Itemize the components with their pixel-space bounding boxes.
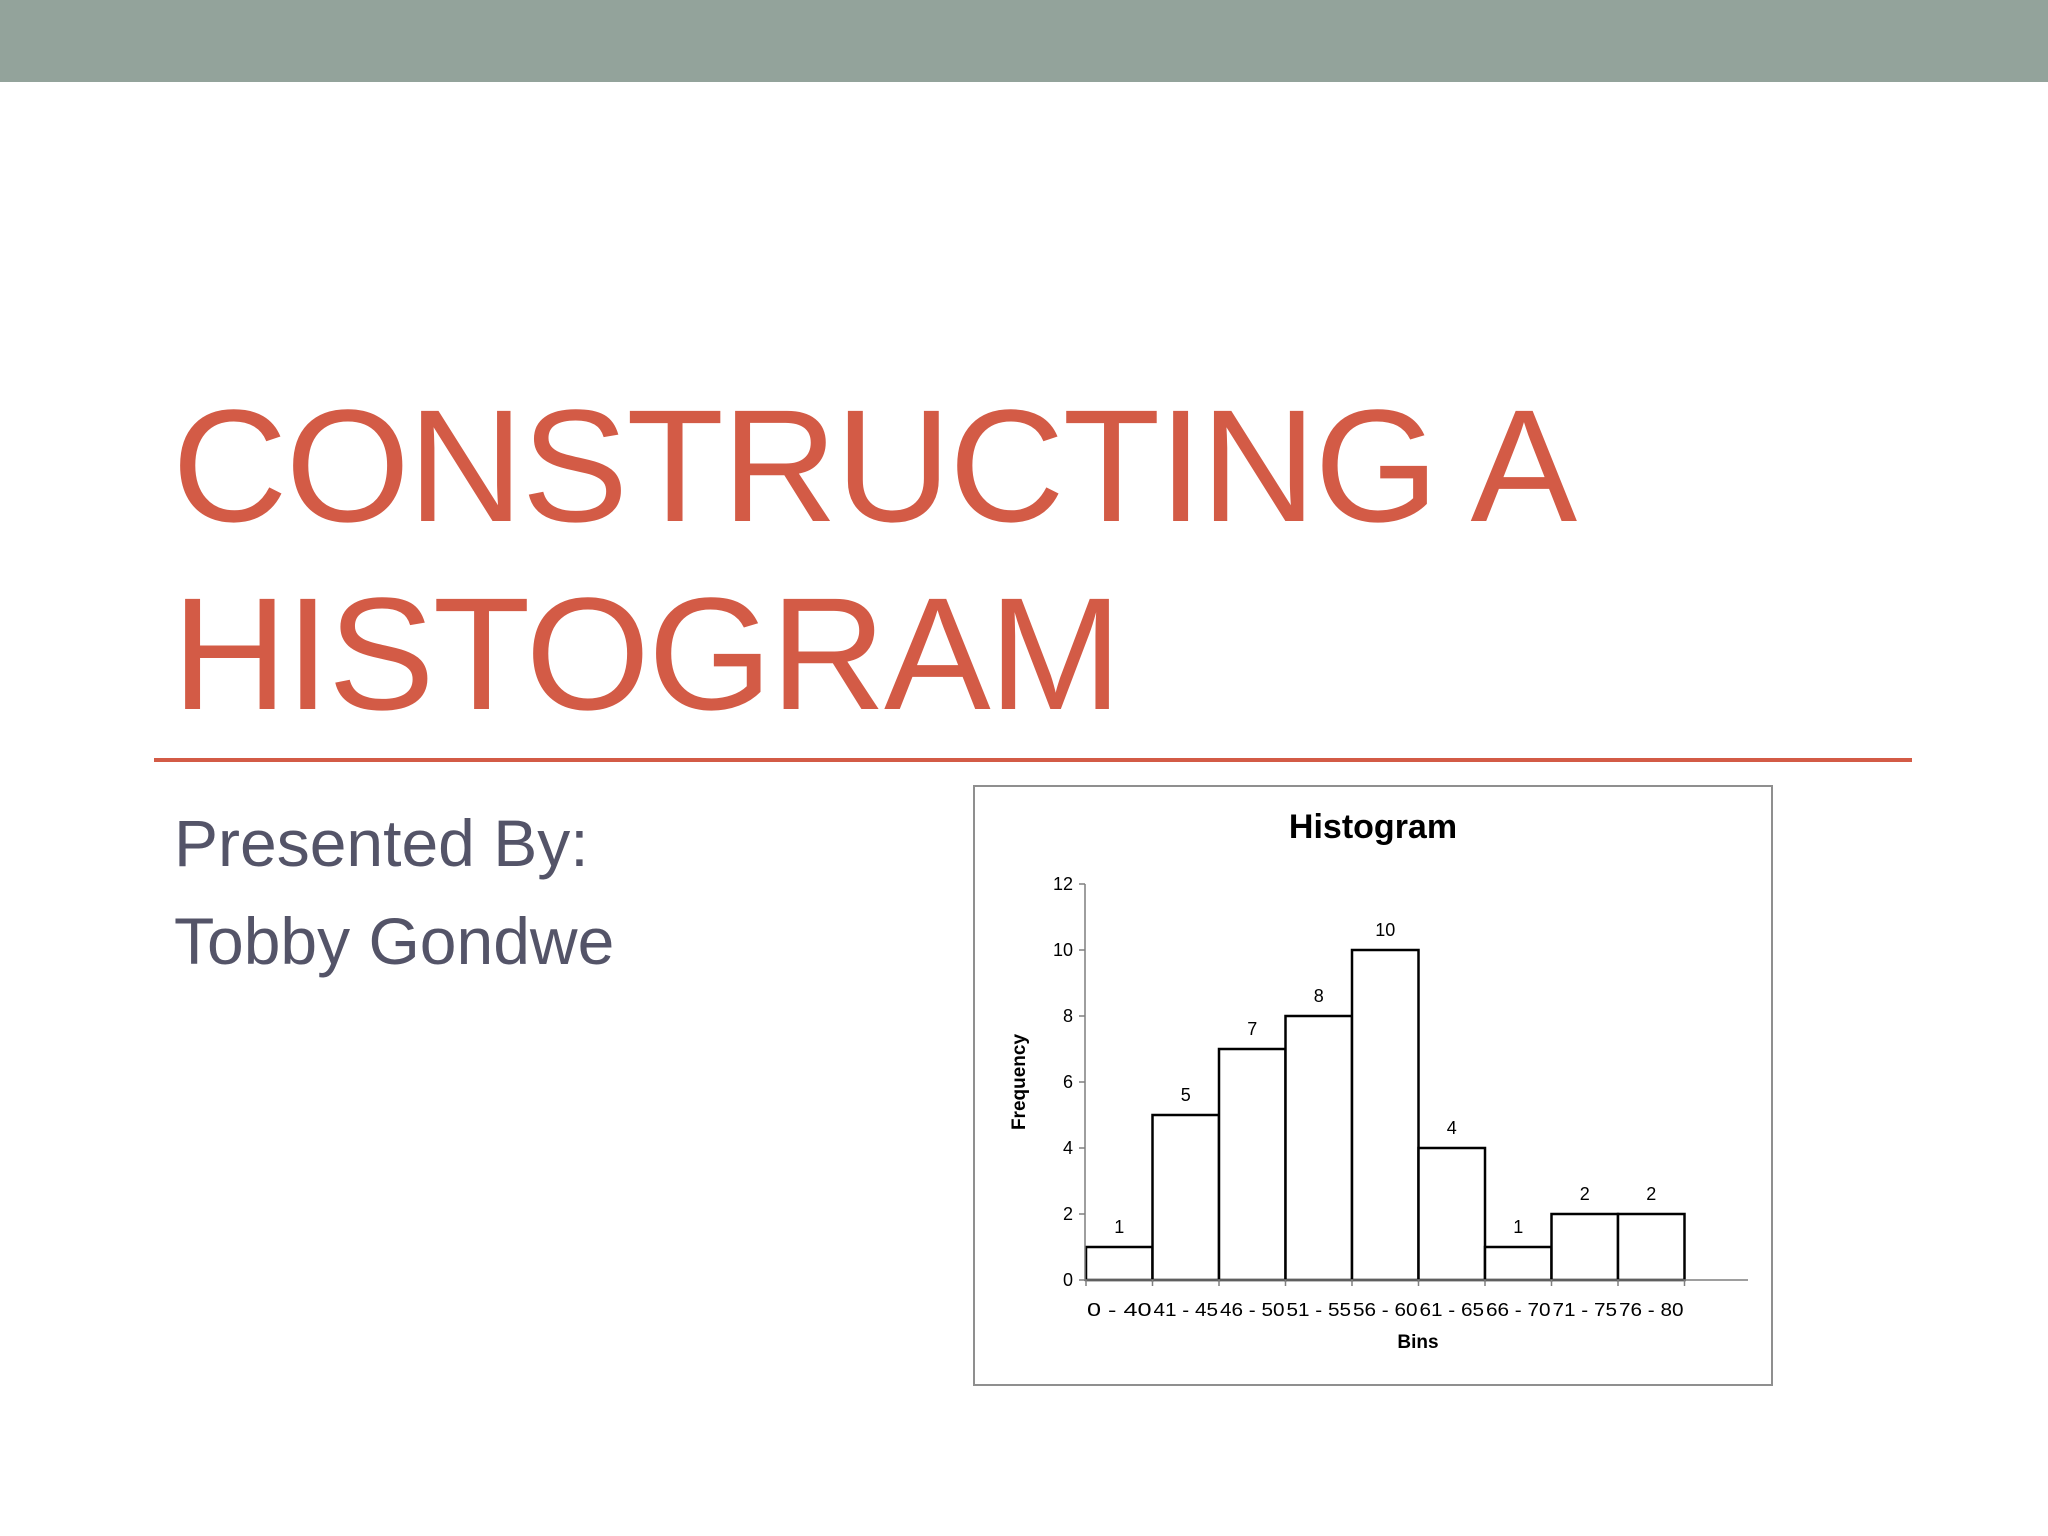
histogram-bars <box>1086 950 1685 1280</box>
presenter-name: Tobby Gondwe <box>174 904 615 978</box>
x-tick-label: 61 - 65 <box>1419 1300 1484 1320</box>
histogram-bar <box>1153 1115 1220 1280</box>
y-tick-label: 4 <box>1062 1138 1073 1158</box>
y-axis-label: Frequency <box>1009 1033 1030 1131</box>
bar-data-label: 4 <box>1446 1118 1457 1138</box>
bar-data-label: 1 <box>1513 1217 1524 1237</box>
histogram-bar <box>1552 1214 1619 1280</box>
x-axis-ticks <box>1086 1280 1685 1320</box>
histogram-bar <box>1419 1148 1486 1280</box>
x-tick-label: 66 - 70 <box>1486 1300 1551 1320</box>
bar-data-label: 10 <box>1375 920 1396 940</box>
slide-title-line-2: HISTOGRAM <box>172 564 1121 743</box>
x-tick-label: 0 - 40 <box>1087 1300 1152 1320</box>
bar-data-label: 1 <box>1114 1217 1125 1237</box>
histogram-bar <box>1286 1016 1353 1280</box>
y-tick-label: 12 <box>1052 874 1073 894</box>
x-tick-label: 51 - 55 <box>1286 1300 1351 1320</box>
x-axis-label: Bins <box>1397 1332 1439 1353</box>
slide-title-line-1: CONSTRUCTING A <box>172 376 1576 555</box>
histogram-chart-svg <box>975 787 1771 1384</box>
x-tick-label: 76 - 80 <box>1619 1300 1684 1320</box>
x-tick-label: 41 - 45 <box>1153 1300 1218 1320</box>
y-tick-label: 6 <box>1062 1072 1073 1092</box>
bar-data-label: 8 <box>1313 986 1324 1006</box>
slide-title <box>172 372 1872 748</box>
top-accent-bar <box>0 0 2048 82</box>
histogram-bar <box>1618 1214 1685 1280</box>
histogram-bar <box>1352 950 1419 1280</box>
y-tick-label: 2 <box>1062 1204 1073 1224</box>
histogram-bar <box>1219 1049 1286 1280</box>
title-divider <box>154 758 1912 762</box>
y-tick-label: 8 <box>1062 1006 1073 1026</box>
bar-data-label: 2 <box>1579 1184 1590 1204</box>
histogram-bar <box>1485 1247 1552 1280</box>
bar-data-label: 7 <box>1247 1019 1258 1039</box>
y-axis-ticks <box>1053 874 1085 1290</box>
bar-data-label: 5 <box>1180 1085 1191 1105</box>
presented-by-label: Presented By: <box>174 806 589 880</box>
histogram-chart <box>973 785 1773 1386</box>
histogram-bar <box>1086 1247 1153 1280</box>
x-tick-label: 46 - 50 <box>1220 1300 1285 1320</box>
chart-title: Histogram <box>1288 808 1458 846</box>
bar-data-label: 2 <box>1646 1184 1657 1204</box>
slide-subtitle <box>174 794 874 990</box>
y-tick-label: 10 <box>1052 940 1073 960</box>
y-tick-label: 0 <box>1062 1270 1073 1290</box>
x-tick-label: 71 - 75 <box>1552 1300 1617 1320</box>
x-tick-label: 56 - 60 <box>1353 1300 1418 1320</box>
